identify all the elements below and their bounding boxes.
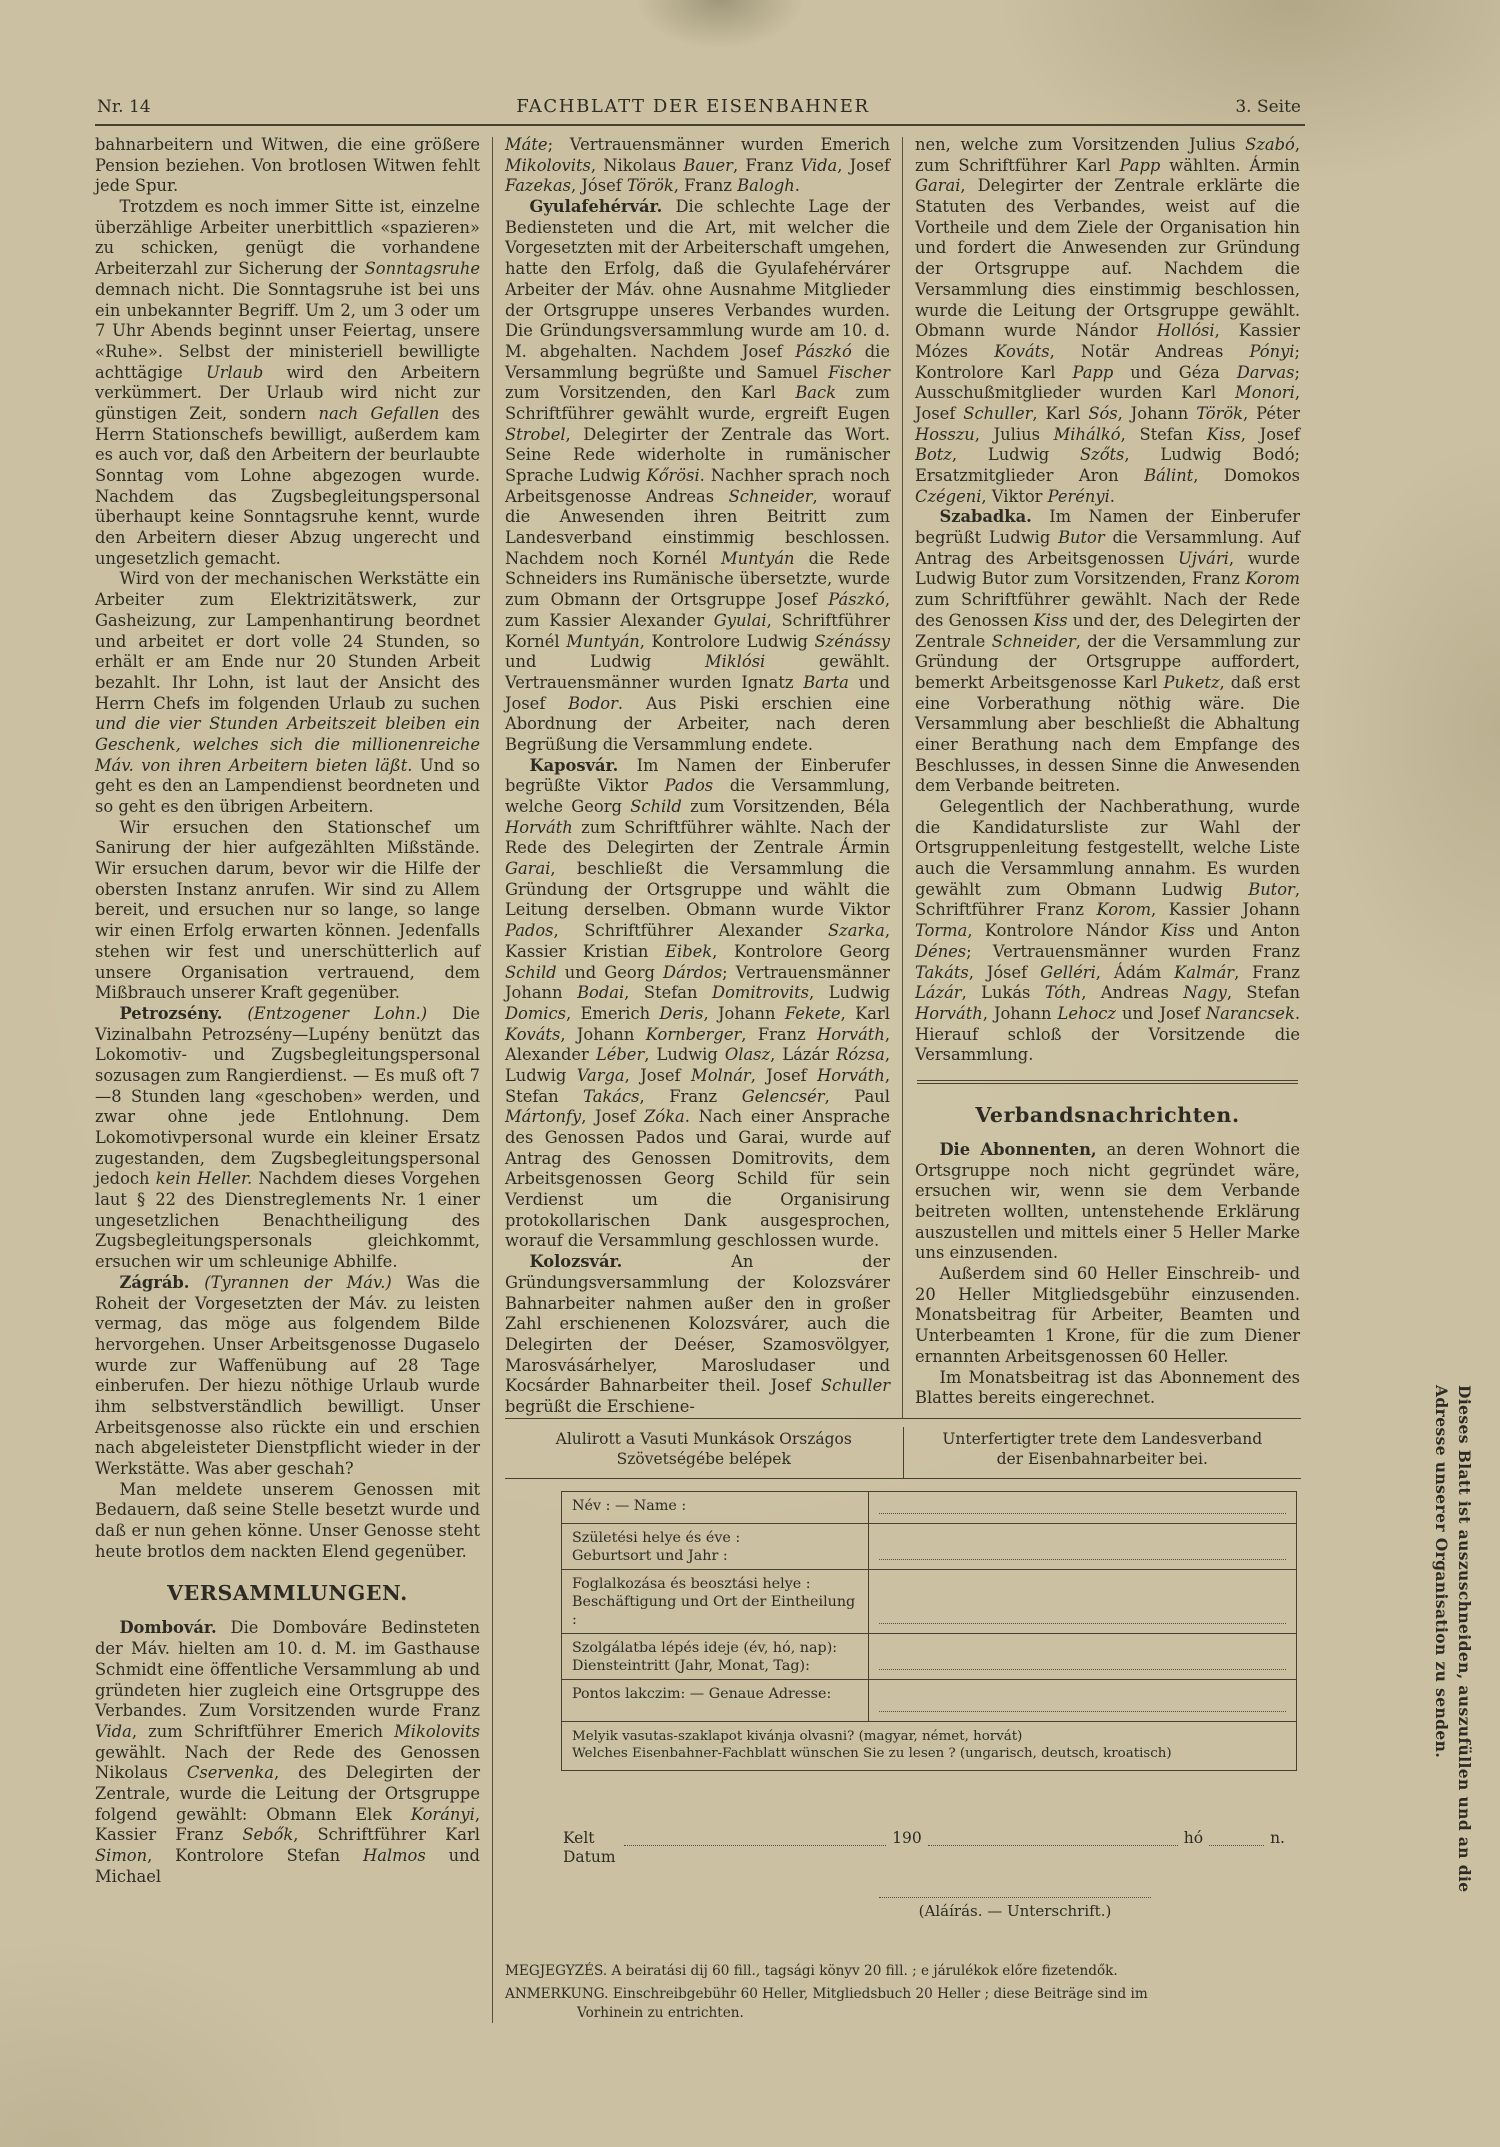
write-line <box>879 1711 1286 1712</box>
signature-label: (Aláírás. — Unterschrift.) <box>918 1901 1112 1920</box>
form-field-input[interactable] <box>869 1680 1296 1721</box>
column-1 <box>95 135 480 2023</box>
form-row <box>562 1570 1296 1634</box>
cut-out-instruction-line1: Dieses Blatt ist auszuschneiden, auszufüllen und an die <box>1455 1385 1474 1893</box>
page-number: 3. Seite <box>1235 97 1301 117</box>
form-note-german-line2: Vorhinein zu entrichten. <box>577 2004 744 2021</box>
date-year: 190 <box>892 1828 922 1847</box>
paragraph: Wird von der mechanischen Werkstätte ein Arbeiter zum Elektrizitätswerk, zur Gasheizung, zur Lampenhantirung beordnet und arbeitet er dort volle 24 Stunden, so erhält er am Ende nur 20 Stunden Arbeit bezahlt. Ihr Lohn, ist laut der Ansicht des Herrn Chefs im folgenden Urlaub zu suchen und die vier Stunden Arbeitszeit bleiben ein Geschenk, welches sich die millionenreiche Máv. von ihren Arbeitern bieten läßt. Und so geht es den an Lampendienst beordneten und so geht es den übrigen Arbeitern. <box>95 569 481 816</box>
paragraph: Außerdem sind 60 Heller Einschreib- und 20 Heller Mitgliedsgebühr einzusenden. Monatsbeitrag für Arbeiter, Beamten und Unterbeamten 1 Krone, für die zum Diener ernannten Arbeitsgenossen 60 Heller. <box>915 1264 1300 1366</box>
form-field-input[interactable] <box>869 1634 1296 1679</box>
paragraph: Wir ersuchen den Stationschef um Sanirung der hier aufgezählten Mißstände. Wir ersuchen darum, bevor wir die Hilfe der obersten Instanz anrufen. Wir sind zu Allem bereit, und ersuchen nur so lange, so lange wir einen Erfolg erwarten können. Jedenfalls stehen wir fest und unerschütterlich auf unsere Organisation vertrauend, dem Mißbrauch unserer Kraft gegenüber. <box>95 817 480 1003</box>
form-header <box>505 1427 1301 1479</box>
write-line <box>879 1623 1286 1624</box>
form-date-row <box>563 1829 1291 1867</box>
paragraph: Dombovár. Die Dombováre Bedinsteten der Máv. hielten am 10. d. M. im Gasthause Schmidt eine öffentliche Versammlung ab und gründeten hier zugleich eine Ortsgruppe des Verbandes. Zum Vorsitzenden wurde Franz Vida, zum Schriftführer Emerich Mikolovits gewählt. Nach der Rede des Genossen Nikolaus Cservenka, des Delegirten der Zentrale, wurde die Leitung der Ortsgruppe folgend gewählt: Obmann Elek Korányi, Kassier Franz Sebők, Schriftführer Karl Simon, Kontrolore Stefan Halmos und Michael <box>95 1618 480 1886</box>
form-table <box>561 1491 1297 1771</box>
paragraph: Kolozsvár. An der Gründungsversammlung der Kolozsvárer Bahnarbeiter nahmen außer den in großer Zahl erschienenen Kolozsvárer, auch die Delegirten der Deéser, Szamosvölgyer, Marosvásárhelyer, Marosludaser und Kocsárder Bahnarbeiter theil. Josef Schuller begrüßt die Erschiene- <box>505 1252 890 1416</box>
paragraph: Kaposvár. Im Namen der Einberufer begrüßte Viktor Pados die Versammlung, welche Georg Schild zum Vorsitzenden, Béla Horváth zum Schriftführer wählte. Nach der Rede des Delegirten der Zentrale Ármin Garai, beschließt die Versammlung die Gründung der Ortsgruppe und wählt die Leitung derselben. Obmann wurde Viktor Pados, Schriftführer Alexander Szarka, Kassier Kristian Eibek, Kontrolore Georg Schild und Georg Dárdos; Vertrauensmänner Johann Bodai, Stefan Domitrovits, Ludwig Domics, Emerich Deris, Johann Fekete, Karl Kováts, Johann Kornberger, Franz Horváth, Alexander Léber, Ludwig Olasz, Lázár Rózsa, Ludwig Varga, Josef Molnár, Josef Horváth, Stefan Takács, Franz Gelencsér, Paul Mártonfy, Josef Zóka. Nach einer Ansprache des Genossen Pados und Garai, wurde auf Antrag des Genossen Domitrovits, dem Arbeitsgenossen Georg Schild für sein Verdienst um die Organisirung protokollarischen Dank ausgesprochen, worauf die Versammlung geschlossen wurde. <box>505 755 891 1251</box>
date-day-line[interactable] <box>1209 1829 1264 1846</box>
date-place-line[interactable] <box>624 1829 887 1846</box>
paragraph: Zágráb. (Tyrannen der Máv.) Was die Roheit der Vorgesetzten der Máv. zu leisten vermag, das möge aus folgendem Bilde hervorgehen. Unser Arbeitsgenosse Dugaselo wurde zur Waffenübung auf 28 Tage einberufen. Der hiezu nöthige Urlaub wurde ihm selbstverständlich bewilligt. Unser Arbeitsgenosse also rückte ein und erschien nach abgeleisteter Dienstpflicht wieder in der Werkstätte. Was aber geschah? <box>95 1272 480 1478</box>
column-2 <box>505 135 890 1418</box>
form-row <box>562 1634 1296 1680</box>
column-3 <box>915 135 1300 1409</box>
form-field-input[interactable] <box>869 1570 1296 1633</box>
paragraph: Trotzdem es noch immer Sitte ist, einzelne überzählige Arbeiter unerbittlich «spazieren» zu schicken, genügt die vorhandene Arbeiterzahl zur Sicherung der Sonntagsruhe demnach nicht. Die Sonntagsruhe ist bei uns ein unbekannter Begriff. Um 2, um 3 oder um 7 Uhr Abends beginnt unser Feiertag, unsere «Ruhe». Selbst der ministeriell bewilligte achttägige Urlaub wird den Arbeitern verkümmert. Der Urlaub wird nicht zur günstigen Zeit, sondern nach Gefallen des Herrn Stationschefs bewilligt, außerdem kam es auch vor, daß den Arbeitern der beurlaubte Sonntag vom Lohne abgezogen wurde. Nachdem das Zugsbegleitungspersonal überhaupt keine Sonntagsruhe kennt, wurde den Arbeitern dieser Abzug ungerecht und ungesetzlich gemacht. <box>95 197 481 568</box>
section-heading: Verbandsnachrichten. <box>975 1102 1240 1127</box>
form-note-german-line1: ANMERKUNG. Einschreibgebühr 60 Heller, Mitgliedsbuch 20 Heller ; diese Beiträge sind im <box>505 1985 1148 2002</box>
membership-form <box>505 1418 1301 2023</box>
paragraph: Gyulafehérvár. Die schlechte Lage der Bediensteten und die Art, mit welcher die Vorgesetzten mit der Arbeiterschaft umgehen, hatte den Erfolg, daß die Gyulafehérvárer Arbeiter der Máv. ohne Ausnahme Mitglieder der Ortsgruppe unseres Verbandes wurden. Die Gründungsversammlung wurde am 10. d. M. abgehalten. Nachdem Josef Pászkó die Versammlung begrüßte und Samuel Fischer zum Vorsitzenden, den Karl Back zum Schriftführer gewählt wurde, ergreift Eugen Strobel, Delegirter der Zentrale das Wort. Seine Rede widerholte in rumänischer Sprache Ludwig Kőrösi. Nachher sprach noch Arbeitsgenosse Andreas Schneider, worauf die Anwesenden ihren Beitritt zum Landesverband einstimmig beschlossen. Nachdem noch Kornél Muntyán die Rede Schneiders ins Rumänische übersetzte, wurde zum Obmann der Ortsgruppe Josef Pászkó, zum Kassier Alexander Gyulai, Schriftführer Kornél Muntyán, Kontrolore Ludwig Szénássy und Ludwig Miklósi gewählt. Vertrauensmänner wurden Ignatz Barta und Josef Bodor. Aus Piski erschien eine Abordnung der Arbeiter, nach deren Begrüßung die Versammlung endete. <box>505 197 891 754</box>
form-field-label: Pontos lakczim: — Genaue Adresse: <box>562 1680 869 1721</box>
section-heading: VERSAMMLUNGEN. <box>167 1581 408 1606</box>
date-day-label: n. <box>1270 1828 1285 1847</box>
date-label-kelt: Kelt <box>563 1828 595 1847</box>
content <box>95 135 1305 2023</box>
write-line <box>879 1669 1286 1670</box>
form-row <box>562 1492 1296 1524</box>
form-note-hungarian: MEGJEGYZÉS. A beiratási dij 60 fill., tagsági könyv 20 fill. ; e járulékok előre fizetendők. <box>505 1962 1118 1979</box>
form-note-german <box>505 1985 1301 2023</box>
paragraph: nen, welche zum Vorsitzenden Julius Szabó, zum Schriftführer Karl Papp wählten. Ármin Garai, Delegirter der Zentrale erklärte die Statuten des Verbandes, weist auf die Vortheile und dem Ziele der Organisation hin und fordert die Anwesenden zur Gründung der Ortsgruppe auf. Nachdem die Versammlung dies einstimmig beschlossen, wurde die Leitung der Ortsgruppe gewählt. Obmann wurde Nándor Hollósi, Kassier Mózes Kováts, Notär Andreas Pónyi; Kontrolore Karl Papp und Géza Darvas; Ausschußmitglieder wurden Karl Monori, Josef Schuller, Karl Sós, Johann Török, Péter Hosszu, Julius Mihálkó, Stefan Kiss, Josef Botz, Ludwig Szőts, Ludwig Bodó; Ersatzmitglieder Aron Bálint, Domokos Czégeni, Viktor Perényi. <box>915 135 1301 506</box>
form-row <box>562 1680 1296 1722</box>
paragraph: Petrozsény. (Entzogener Lohn.) Die Vizinalbahn Petrozsény—Lupény benützt das Lokomotiv- und Zugsbegleitungspersonal sozusagen zum Rangierdienst. — Es muß oft 7—8 Stunden lang «geschoben» werden, und zwar ohne jede Entlohnung. Dem Lokomotivpersonal wurde ein kleiner Ersatz zugestanden, dem Zugsbegleitungspersonal jedoch kein Heller. Nachdem dieses Vorgehen laut § 22 des Dienstreglements Nr. 1 einer ungesetzlichen Benachtheiligung des Zugsbegleitungspersonals gleichkommt, ersuchen wir um schleunige Abhilfe. <box>95 1003 481 1272</box>
cut-out-instruction-line2: Adresse unserer Organisation zu senden. <box>1431 1385 1451 1759</box>
form-header-hungarian: Alulirott a Vasuti Munkások Országos Szövetségébe belépek <box>555 1429 852 1468</box>
column-divider <box>902 137 903 1418</box>
form-field-input[interactable] <box>869 1524 1296 1569</box>
form-field-label: Szolgálatba lépés ideje (év, hó, nap): Diensteintritt (Jahr, Monat, Tag): <box>562 1634 869 1679</box>
write-line <box>879 1559 1286 1560</box>
form-field-label: Foglalkozása és beosztási helye : Beschäftigung und Ort der Eintheilung : <box>562 1570 869 1633</box>
paragraph: Man meldete unserem Genossen mit Bedauern, daß seine Stelle besetzt wurde und daß er nun gehen könne. Unser Genosse steht heute brotlos dem nackten Elend gegenüber. <box>95 1479 480 1561</box>
paragraph: bahnarbeitern und Witwen, die eine größere Pension beziehen. Von brotlosen Witwen fehlt jede Spur. <box>95 135 480 196</box>
form-field-label: Név : — Name : <box>562 1492 869 1523</box>
cut-out-instruction <box>1430 1385 1477 2090</box>
form-field-label: Melyik vasutas-szaklapot kivánja olvasni? (magyar, német, horvát) Welches Eisenbahner-Fachblatt wünschen Sie zu lesen ? (ungarisch, deutsch, kroatisch) <box>572 1728 1172 1761</box>
date-month-label: hó <box>1183 1828 1204 1847</box>
paragraph: Szabadka. Im Namen der Einberufer begrüßt Ludwig Butor die Versammlung. Auf Antrag des Arbeitsgenossen Ujvári, wurde Ludwig Butor zum Vorsitzenden, Franz Korom zum Schriftführer gewählt. Nach der Rede des Genossen Kiss und der, des Delegirten der Zentrale Schneider, der die Versammlung zur Gründung der Ortsgruppe auffordert, bemerkt Arbeitsgenosse Karl Puketz, daß erst eine Vorberathung nöthig wäre. Die Versammlung aber beschließt die Abhaltung einer Berathung nach dem Empfange des Beschlusses, in dessen Sinne die Anwesenden dem Verbande beitreten. <box>915 507 1300 796</box>
columns-2-3 <box>505 135 1301 1418</box>
section-divider <box>917 1080 1298 1084</box>
paragraph: Gelegentlich der Nachberathung, wurde die Kandidatursliste zur Wahl der Ortsgruppenleitung festgestellt, welche Liste auch die Versammlung annahm. Es wurden gewählt zum Obmann Ludwig Butor, Schriftführer Franz Korom, Kassier Johann Torma, Kontrolore Nándor Kiss und Anton Dénes; Vertrauensmänner wurden Franz Takáts, Jósef Gelléri, Ádám Kalmár, Franz Lázár, Lukás Tóth, Andreas Nagy, Stefan Horváth, Johann Lehocz und Josef Narancsek. Hierauf schloß der Vorsitzende die Versammlung. <box>915 797 1301 1065</box>
newspaper-page <box>95 96 1305 2023</box>
signature-area[interactable] <box>879 1897 1151 1920</box>
form-field-label: Születési helye és éve : Geburtsort und Jahr : <box>562 1524 869 1569</box>
paragraph: Die Abonnenten, an deren Wohnort die Ortsgruppe noch nicht gegründet wäre, ersuchen wir, wenn sie dem Verbande beitreten wollten, untenstehende Erklärung auszustellen und mittels einer 5 Heller Marke uns einzusenden. <box>915 1139 1300 1263</box>
paragraph: Máte; Vertrauensmänner wurden Emerich Mikolovits, Nikolaus Bauer, Franz Vida, Josef Fazekas, Jósef Török, Franz Balogh. <box>505 135 890 196</box>
paragraph: Im Monatsbeitrag ist das Abonnement des Blattes bereits eingerechnet. <box>915 1367 1300 1408</box>
date-label <box>563 1829 616 1867</box>
form-row <box>562 1722 1296 1770</box>
form-header-german: Unterfertigter trete dem Landesverband der Eisenbahnarbeiter bei. <box>942 1429 1263 1468</box>
form-field-input[interactable] <box>869 1492 1296 1523</box>
page-title: FACHBLATT DER EISENBAHNER <box>516 96 870 117</box>
column-divider <box>492 137 493 2023</box>
write-line <box>879 1513 1286 1514</box>
form-row <box>562 1524 1296 1570</box>
right-area <box>505 135 1301 2023</box>
issue-number: Nr. 14 <box>97 97 151 117</box>
date-month-line[interactable] <box>928 1829 1178 1846</box>
date-label-datum: Datum <box>563 1847 616 1866</box>
masthead <box>95 96 1305 126</box>
